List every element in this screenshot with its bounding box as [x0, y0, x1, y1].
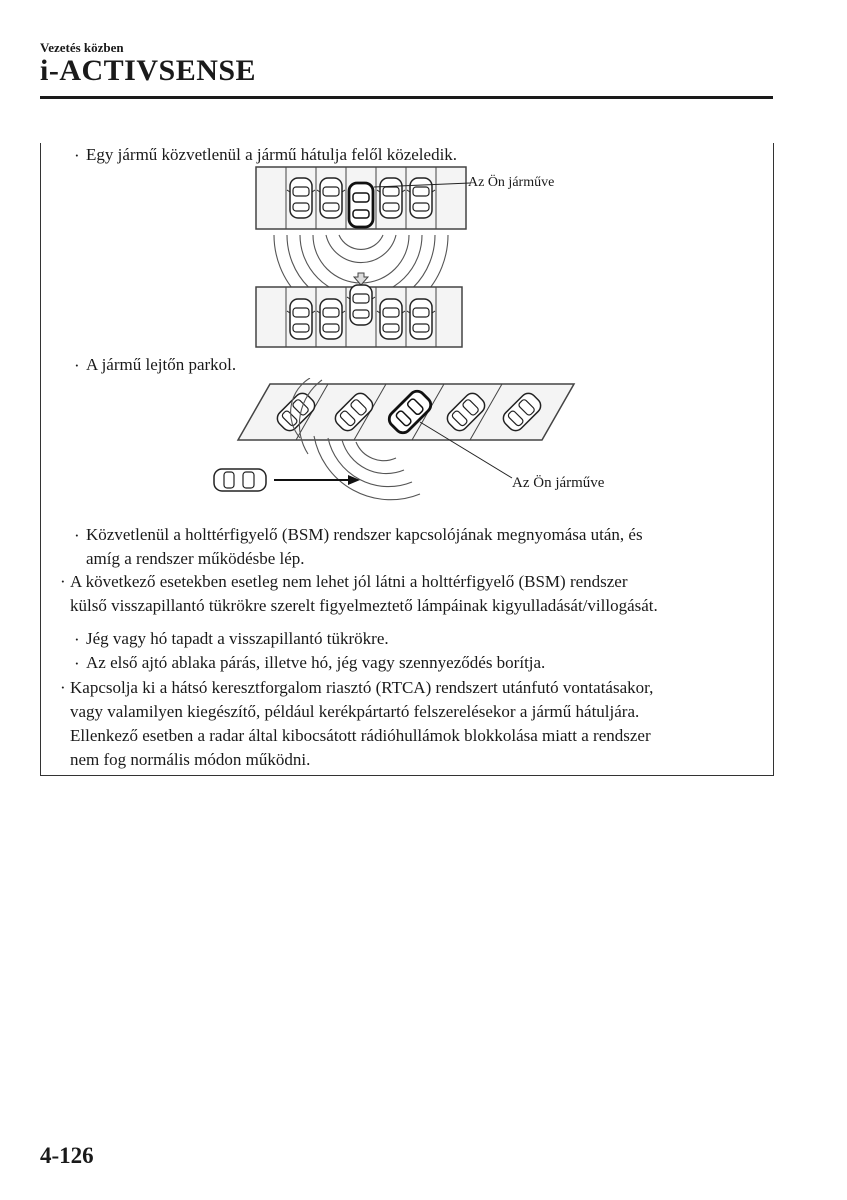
own-vehicle-label-2: Az Ön járműve — [512, 475, 605, 491]
item-bsm-switch-line2: amíg a rendszer működésbe lép. — [86, 549, 305, 568]
title-rule — [40, 96, 773, 99]
item-rtca-line2: vagy valamilyen kiegészítő, például kerékpártartó felszerelésekor a jármű hátuljára. — [70, 702, 640, 721]
figure-slope-parking — [210, 378, 580, 518]
item-approaching-vehicle: Egy jármű közvetlenül a jármű hátulja felől közeledik. — [86, 145, 458, 164]
page-title: i-ACTIVSENSE — [40, 54, 257, 87]
section-label: Vezetés közben — [40, 40, 124, 55]
bullet-dot: · — [74, 146, 80, 165]
figure-rear-approach — [254, 165, 554, 355]
item-lamp-visibility-line1: A következő esetekben esetleg nem lehet jól látni a holttérfigyelő (BSM) rendszer — [70, 572, 628, 591]
item-window-foggy: Az első ajtó ablaka párás, illetve hó, jég vagy szennyeződés borítja. — [86, 653, 546, 672]
item-rtca-line1: Kapcsolja ki a hátsó keresztforgalom riasztó (RTCA) rendszert utánfutó vontatásakor, — [70, 678, 654, 697]
bullet-dot: · — [60, 572, 66, 591]
bullet-dot: · — [60, 678, 66, 697]
item-bsm-switch-line1: Közvetlenül a holttérfigyelő (BSM) rendszer kapcsolójának megnyomása után, és — [86, 525, 643, 544]
page-number: 4-126 — [40, 1143, 94, 1168]
item-lamp-visibility-line2: külső visszapillantó tükrökre szerelt figyelmeztető lámpáinak kigyulladását/villogását. — [70, 596, 658, 615]
bullet-dot: · — [74, 356, 80, 375]
item-ice-mirror: Jég vagy hó tapadt a visszapillantó tükrökre. — [86, 629, 389, 648]
item-rtca-line3: Ellenkező esetben a radar által kibocsátott rádióhullámok blokkolása miatt a rendszer — [70, 726, 651, 745]
item-rtca-line4: nem fog normális módon működni. — [70, 750, 311, 769]
bullet-dot: · — [74, 630, 80, 649]
item-slope-parking: A jármű lejtőn parkol. — [86, 355, 237, 374]
bullet-dot: · — [74, 654, 80, 673]
bullet-dot: · — [74, 526, 80, 545]
own-vehicle-label: Az Ön járműve — [468, 175, 555, 190]
